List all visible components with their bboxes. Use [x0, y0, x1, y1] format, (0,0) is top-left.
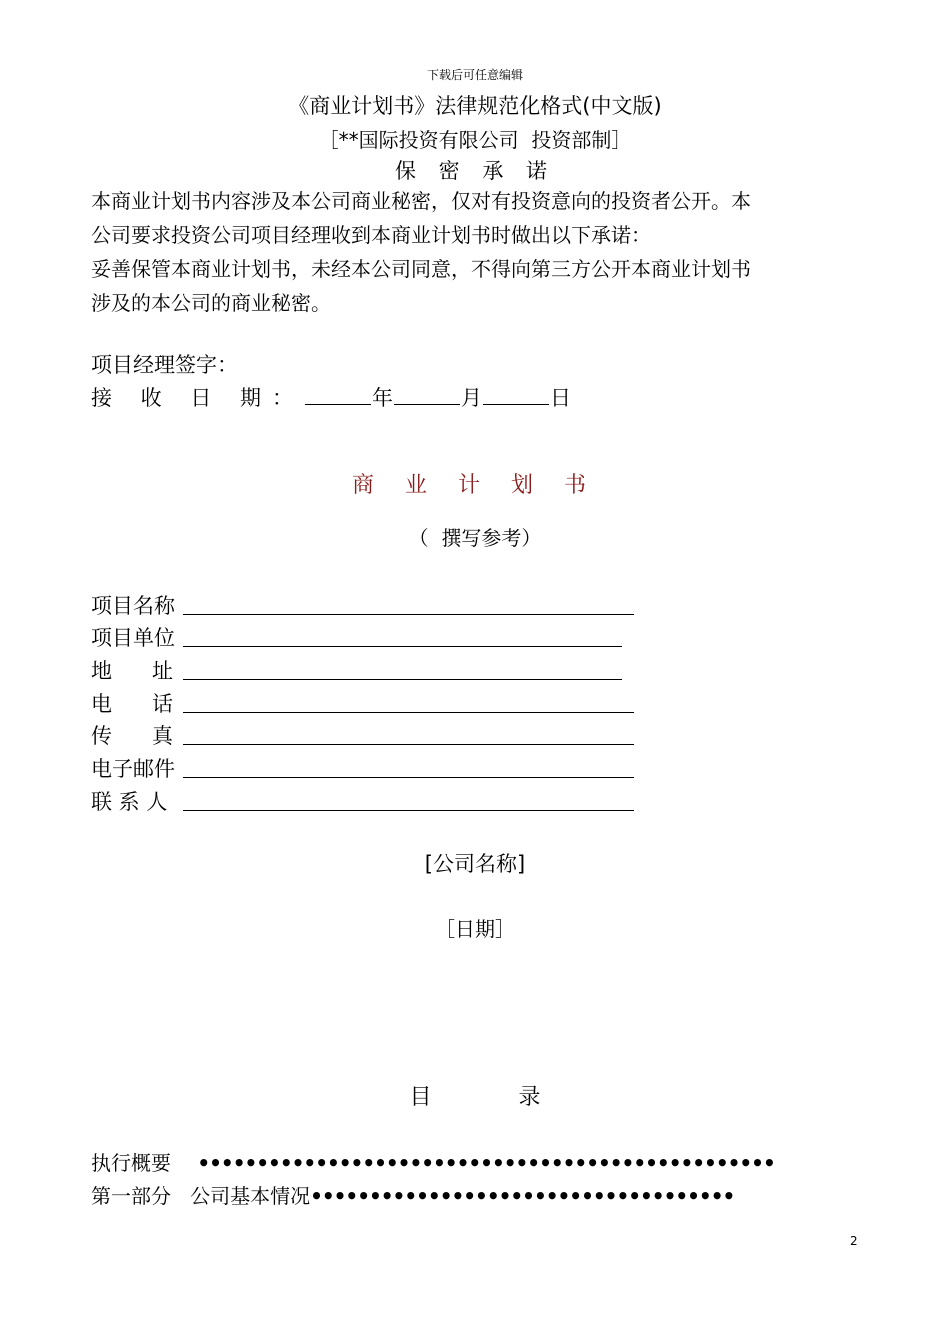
header-note: 下载后可任意编辑 [426, 68, 523, 82]
page-number: 2 [850, 1234, 858, 1248]
day-label: 日 [550, 386, 572, 410]
toc-item-label: 执行概要 [91, 1151, 171, 1175]
field-fax [91, 720, 183, 750]
company-name-placeholder: [公司名称] [424, 852, 526, 876]
business-plan-subtitle: （ 撰写参考） [408, 526, 542, 550]
field-label: 电 话 [91, 692, 174, 716]
field-label: 项目单位 [91, 626, 175, 650]
toc-item[interactable] [91, 1180, 734, 1209]
day-blank[interactable] [483, 382, 549, 405]
field-input-line[interactable] [183, 810, 634, 811]
field-input-line[interactable] [183, 744, 634, 745]
field-project-name [91, 590, 183, 620]
year-label: 年 [372, 386, 394, 410]
receive-date-row [91, 382, 571, 412]
document-title: 《商业计划书》法律规范化格式(中文版) [288, 94, 662, 118]
paragraph-line: 妥善保管本商业计划书，未经本公司同意，不得向第三方公开本商业计划书 [91, 257, 751, 281]
field-input-line[interactable] [183, 614, 634, 615]
field-contact [91, 786, 183, 816]
field-input-line[interactable] [183, 679, 622, 680]
business-plan-title: 商 业 计 划 书 [352, 473, 598, 498]
document-subtitle: ［**国际投资有限公司 投资部制］ [318, 128, 632, 152]
receive-date-label: 接 收 日 期： [91, 386, 305, 410]
field-project-unit [91, 622, 183, 652]
field-label: 项目名称 [91, 594, 175, 618]
field-label: 传 真 [91, 724, 174, 748]
field-email [91, 753, 183, 783]
toc-item[interactable] [91, 1147, 775, 1176]
month-blank[interactable] [394, 382, 460, 405]
paragraph-line: 涉及的本公司的商业秘密。 [91, 291, 331, 315]
field-label: 电子邮件 [91, 757, 175, 781]
field-address [91, 655, 183, 685]
paragraph-line: 公司要求投资公司项目经理收到本商业计划书时做出以下承诺： [91, 223, 651, 247]
field-input-line[interactable] [183, 712, 634, 713]
confidentiality-heading: 保 密 承 诺 [394, 159, 556, 183]
confidentiality-paragraph [91, 184, 861, 320]
month-label: 月 [461, 386, 483, 410]
toc-item-label: 第一部分 公司基本情况 [91, 1184, 311, 1208]
toc-title: 目 录 [409, 1085, 581, 1110]
field-label: 联 系 人 [91, 790, 168, 814]
field-input-line[interactable] [183, 646, 622, 647]
paragraph-line: 本商业计划书内容涉及本公司商业秘密，仅对有投资意向的投资者公开。本 [91, 189, 751, 213]
toc-leader-dots: ••••••••••••••••••••••••••••••••••••••••••••••••• [197, 1151, 775, 1175]
toc-leader-dots: •••••••••••••••••••••••••••••••••••• [310, 1184, 735, 1208]
manager-signature-label: 项目经理签字： [91, 353, 238, 377]
date-placeholder: ［日期］ [435, 917, 515, 941]
field-label: 地 址 [91, 659, 174, 683]
field-input-line[interactable] [183, 777, 634, 778]
field-phone [91, 688, 183, 718]
year-blank[interactable] [305, 382, 371, 405]
